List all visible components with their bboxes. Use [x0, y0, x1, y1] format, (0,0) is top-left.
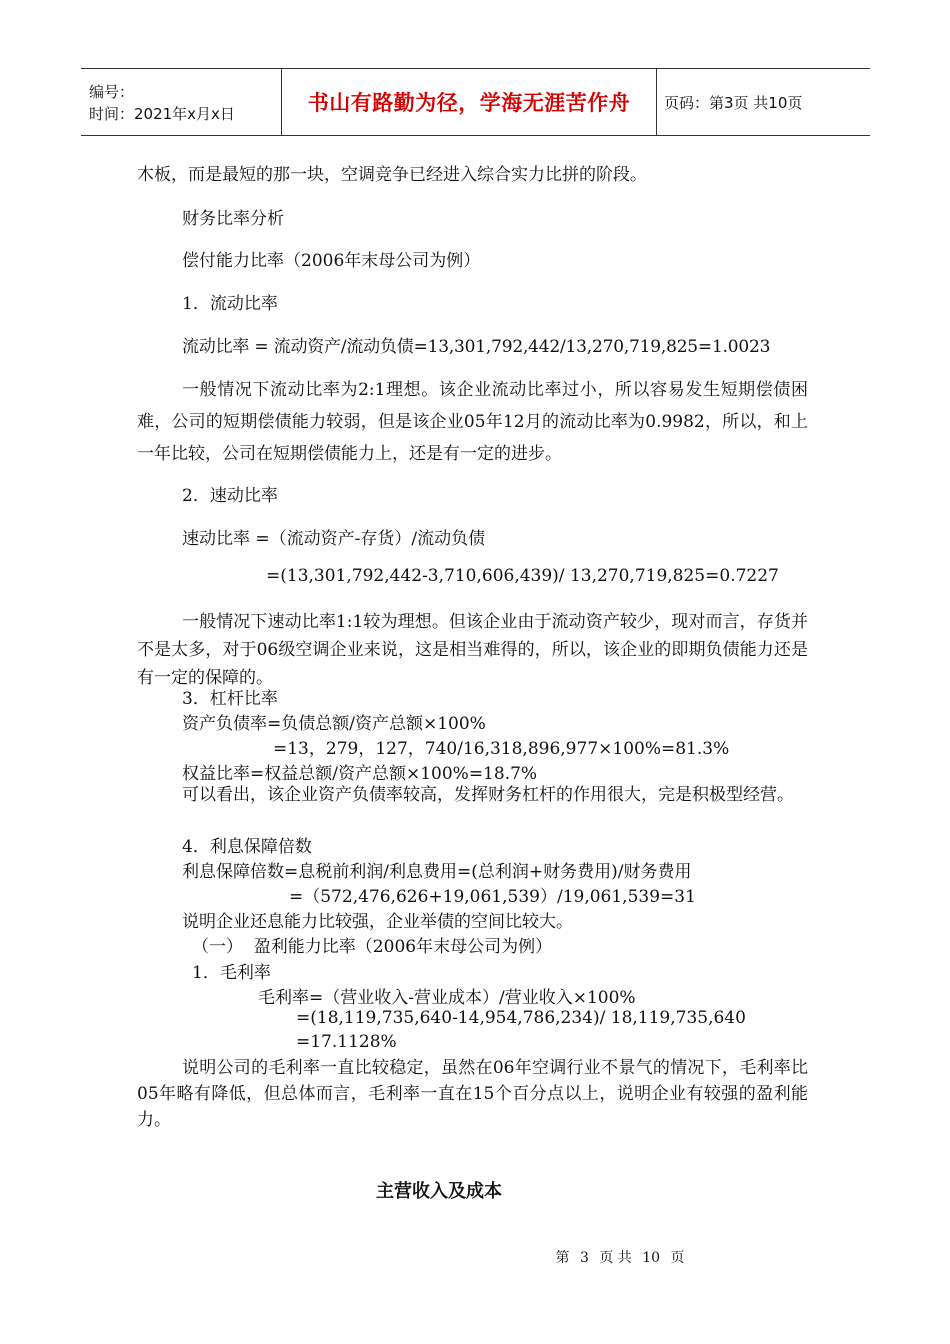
header-motto: 书山有路勤为径，学海无涯苦作舟 [307, 91, 631, 115]
text-line: 2．速动比率 [182, 486, 278, 506]
text-line: 资产负债率=负债总额/资产总额×100% [182, 714, 486, 734]
text-line: 1．毛利率 [192, 963, 271, 983]
footer-total-pages: 10 [642, 1250, 661, 1266]
paragraph: 可以看出，该企业资产负债率较高，发挥财务杠杆的作用很大，完是积极型经营。 [182, 785, 794, 805]
document-time-label: 时间：2021年x月x日 [89, 105, 235, 123]
text-line: 3．杠杆比率 [182, 689, 278, 709]
text-line: =(18,119,735,640-14,954,786,234)/ 18,119,735,640 [296, 1008, 746, 1028]
text-line: 4．利息保障倍数 [182, 837, 312, 857]
text-line: 偿付能力比率（2006年末母公司为例） [182, 251, 481, 271]
header-page-label: 页码：第3页 共10页 [664, 93, 803, 112]
header-meta [81, 69, 281, 135]
page-footer [0, 1247, 950, 1267]
page-header [81, 68, 870, 136]
text-line: 毛利率=（营业收入-营业成本）/营业收入×100% [258, 988, 636, 1008]
footer-prefix: 第 [555, 1250, 570, 1266]
text-line: =17.1128% [296, 1032, 397, 1052]
text-line: （一） 盈利能力比率（2006年末母公司为例） [192, 937, 553, 957]
paragraph: 说明公司的毛利率一直比较稳定，虽然在06年空调行业不景气的情况下，毛利率比05年略有降低，但总体而言，毛利率一直在15个百分点以上，说明企业有较强的盈利能力。 [137, 1058, 808, 1130]
text-line: 权益比率=权益总额/资产总额×100%=18.7% [182, 764, 538, 784]
text-line: 财务比率分析 [182, 209, 284, 229]
footer-suffix: 页 [670, 1250, 685, 1266]
text-line: 速动比率 =（流动资产-存货）/流动负债 [182, 529, 486, 549]
text-line: 说明企业还息能力比较强，企业举债的空间比较大。 [182, 912, 573, 932]
header-motto-cell [281, 69, 657, 135]
section-heading: 主营收入及成本 [376, 1181, 502, 1202]
text-line: =13，279，127，740/16,318,896,977×100%=81.3% [273, 739, 730, 759]
text-line: 木板，而是最短的那一块，空调竞争已经进入综合实力比拼的阶段。 [137, 165, 647, 185]
paragraph: 一般情况下速动比率1:1较为理想。但该企业由于流动资产较少，现对而言，存货并不是太多，对于06级空调企业来说，这是相当难得的，所以，该企业的即期负债能力还是有一定的保障的。 [137, 612, 808, 688]
text-line: 利息保障倍数=息税前利润/利息费用=(总利润+财务费用)/财务费用 [182, 862, 692, 882]
footer-middle: 页 共 [599, 1250, 632, 1266]
text-line: 流动比率 = 流动资产/流动负债=13,301,792,442/13,270,719,825=1.0023 [182, 337, 771, 357]
footer-current-page: 3 [579, 1250, 589, 1266]
text-line: =（572,476,626+19,061,539）/19,061,539=31 [289, 887, 696, 907]
text-line: 1．流动比率 [182, 294, 278, 314]
paragraph: 一般情况下流动比率为2:1理想。该企业流动比率过小，所以容易发生短期偿债困难，公司的短期偿债能力较弱，但是该企业05年12月的流动比率为0.9982，所以，和上一年比较，公司在短期偿债能力上，还是有一定的进步。 [137, 380, 808, 464]
text-line: =(13,301,792,442-3,710,606,439)/ 13,270,719,825=0.7227 [266, 566, 779, 586]
header-page-cell [657, 69, 870, 135]
document-number-label: 编号： [89, 83, 135, 101]
